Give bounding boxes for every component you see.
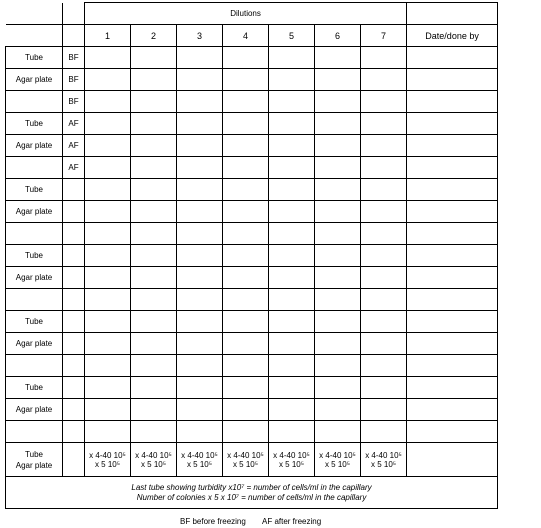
dilution-entry-cell[interactable] <box>269 267 315 289</box>
row-code: BF <box>63 47 85 69</box>
dilution-entry-cell[interactable] <box>269 399 315 421</box>
summary-label <box>6 443 63 477</box>
dilution-entry-cell[interactable] <box>177 223 223 245</box>
dilution-entry-cell[interactable] <box>361 333 407 355</box>
date-done-by-header: Date/done by <box>407 25 498 47</box>
dilution-entry-cell[interactable] <box>315 157 361 179</box>
row-code <box>63 267 85 289</box>
row-code <box>63 355 85 377</box>
dilution-entry-cell[interactable] <box>85 377 131 399</box>
dilution-entry-cell[interactable] <box>85 289 131 311</box>
row-code <box>63 201 85 223</box>
dilution-entry-cell[interactable] <box>315 311 361 333</box>
note-line-turbidity: Last tube showing turbidity x10⁷ = number of cells/ml in the capillary <box>131 482 372 492</box>
dilution-col-4: 4 <box>223 25 269 47</box>
dilution-entry-cell[interactable] <box>315 377 361 399</box>
dilution-entry-cell[interactable] <box>131 355 177 377</box>
dilution-entry-cell[interactable] <box>315 399 361 421</box>
row-label: Agar plate <box>6 399 63 421</box>
dilution-entry-cell[interactable] <box>223 135 269 157</box>
dilution-entry-cell[interactable] <box>177 135 223 157</box>
dilution-entry-cell[interactable] <box>269 201 315 223</box>
dilution-entry-cell[interactable] <box>223 223 269 245</box>
formula-cell <box>223 443 269 477</box>
formula-top: x 4-40 10⁵ <box>273 450 310 460</box>
summary-label-tube: Tube <box>25 449 43 459</box>
row-code <box>63 245 85 267</box>
dilution-entry-cell[interactable] <box>315 91 361 113</box>
formula-cell <box>315 443 361 477</box>
row-code <box>63 223 85 245</box>
dilution-entry-cell[interactable] <box>177 311 223 333</box>
row-code <box>63 421 85 443</box>
dilution-entry-cell[interactable] <box>177 333 223 355</box>
date-done-by-cell[interactable] <box>407 355 498 377</box>
dilution-entry-cell[interactable] <box>361 157 407 179</box>
summary-code <box>63 443 85 477</box>
dilution-entry-cell[interactable] <box>177 201 223 223</box>
row-label <box>6 355 63 377</box>
table-row <box>6 69 498 91</box>
dilution-entry-cell[interactable] <box>315 47 361 69</box>
dilution-entry-cell[interactable] <box>85 135 131 157</box>
dilution-entry-cell[interactable] <box>269 157 315 179</box>
row-code <box>63 377 85 399</box>
date-done-by-cell[interactable] <box>407 91 498 113</box>
dilution-entry-cell[interactable] <box>85 333 131 355</box>
row-label <box>6 289 63 311</box>
formula-bottom: x 5 10⁵ <box>370 459 397 469</box>
dilution-entry-cell[interactable] <box>361 135 407 157</box>
dilution-entry-cell[interactable] <box>269 333 315 355</box>
row-label: Agar plate <box>6 201 63 223</box>
formula-cell <box>269 443 315 477</box>
dilution-entry-cell[interactable] <box>269 113 315 135</box>
table-row <box>6 113 498 135</box>
table-row <box>6 267 498 289</box>
row-code <box>63 289 85 311</box>
dilution-entry-cell[interactable] <box>177 399 223 421</box>
dilution-entry-cell[interactable] <box>269 377 315 399</box>
header-row-columns <box>6 25 498 47</box>
dilution-entry-cell[interactable] <box>315 113 361 135</box>
formula-bottom: x 5 10⁵ <box>94 459 121 469</box>
dilution-entry-cell[interactable] <box>85 311 131 333</box>
table-row <box>6 245 498 267</box>
dilution-entry-cell[interactable] <box>85 69 131 91</box>
dilution-entry-cell[interactable] <box>223 245 269 267</box>
dilution-entry-cell[interactable] <box>361 245 407 267</box>
dilution-entry-cell[interactable] <box>269 421 315 443</box>
dilution-entry-cell[interactable] <box>269 355 315 377</box>
dilution-col-7: 7 <box>361 25 407 47</box>
date-done-by-cell[interactable] <box>407 399 498 421</box>
row-code: AF <box>63 157 85 179</box>
dilution-entry-cell[interactable] <box>223 377 269 399</box>
formula-cell <box>177 443 223 477</box>
row-label: Tube <box>6 377 63 399</box>
table-row <box>6 47 498 69</box>
formula-top: x 4-40 10⁵ <box>135 450 172 460</box>
date-done-by-cell[interactable] <box>407 223 498 245</box>
dilution-entry-cell[interactable] <box>315 223 361 245</box>
dilution-entry-cell[interactable] <box>177 421 223 443</box>
dilution-entry-cell[interactable] <box>177 157 223 179</box>
table-row <box>6 201 498 223</box>
header-row-title <box>6 3 498 25</box>
date-done-by-cell[interactable] <box>407 421 498 443</box>
legend-af: AF after freezing <box>262 517 322 526</box>
dilution-entry-cell[interactable] <box>361 289 407 311</box>
dilution-entry-cell[interactable] <box>223 113 269 135</box>
date-done-by-cell[interactable] <box>407 113 498 135</box>
row-label <box>6 421 63 443</box>
formula-top: x 4-40 10⁵ <box>89 450 126 460</box>
dilution-col-6: 6 <box>315 25 361 47</box>
dilution-entry-cell[interactable] <box>131 377 177 399</box>
dilution-entry-cell[interactable] <box>361 113 407 135</box>
row-label: Agar plate <box>6 135 63 157</box>
dilution-entry-cell[interactable] <box>315 421 361 443</box>
date-done-by-cell[interactable] <box>407 135 498 157</box>
row-code: BF <box>63 91 85 113</box>
formula-bottom: x 5 10⁵ <box>232 459 259 469</box>
row-label: Tube <box>6 47 63 69</box>
dilution-entry-cell[interactable] <box>85 91 131 113</box>
dilution-entry-cell[interactable] <box>131 421 177 443</box>
date-done-by-cell[interactable] <box>407 179 498 201</box>
date-done-by-cell[interactable] <box>407 333 498 355</box>
corner-cell <box>6 3 63 25</box>
summary-date-cell[interactable] <box>407 443 498 477</box>
table-row <box>6 289 498 311</box>
dilution-entry-cell[interactable] <box>131 91 177 113</box>
formula-cell <box>361 443 407 477</box>
formula-cell <box>85 443 131 477</box>
date-done-by-cell[interactable] <box>407 201 498 223</box>
date-done-by-cell[interactable] <box>407 245 498 267</box>
corner-cell <box>6 25 63 47</box>
dilution-entry-cell[interactable] <box>177 91 223 113</box>
dilution-entry-cell[interactable] <box>131 113 177 135</box>
dilution-entry-cell[interactable] <box>269 245 315 267</box>
dilution-entry-cell[interactable] <box>177 377 223 399</box>
row-label: Agar plate <box>6 69 63 91</box>
dilution-entry-cell[interactable] <box>131 47 177 69</box>
table-row <box>6 157 498 179</box>
table-row <box>6 223 498 245</box>
formula-bottom: x 5 10⁵ <box>140 459 167 469</box>
dilution-entry-cell[interactable] <box>223 421 269 443</box>
table-row <box>6 311 498 333</box>
dilution-entry-cell[interactable] <box>131 399 177 421</box>
dilution-col-3: 3 <box>177 25 223 47</box>
dilution-entry-cell[interactable] <box>85 421 131 443</box>
notes-cell <box>6 477 498 509</box>
dilution-entry-cell[interactable] <box>223 47 269 69</box>
row-code: AF <box>63 135 85 157</box>
dilution-entry-cell[interactable] <box>131 157 177 179</box>
dilution-entry-cell[interactable] <box>315 245 361 267</box>
table-row <box>6 421 498 443</box>
dilution-entry-cell[interactable] <box>315 179 361 201</box>
dilution-entry-cell[interactable] <box>131 135 177 157</box>
dilution-entry-cell[interactable] <box>85 47 131 69</box>
dilution-entry-cell[interactable] <box>223 311 269 333</box>
dilution-entry-cell[interactable] <box>361 69 407 91</box>
row-code <box>63 399 85 421</box>
dilution-entry-cell[interactable] <box>361 311 407 333</box>
dilution-entry-cell[interactable] <box>315 355 361 377</box>
dilution-entry-cell[interactable] <box>315 267 361 289</box>
dilution-entry-cell[interactable] <box>223 267 269 289</box>
row-label: Agar plate <box>6 333 63 355</box>
dilution-entry-cell[interactable] <box>315 333 361 355</box>
dilution-entry-cell[interactable] <box>85 267 131 289</box>
table-row <box>6 179 498 201</box>
dilution-entry-cell[interactable] <box>85 223 131 245</box>
table-row <box>6 355 498 377</box>
row-label: Tube <box>6 311 63 333</box>
dilution-entry-cell[interactable] <box>361 267 407 289</box>
dilution-entry-cell[interactable] <box>177 267 223 289</box>
legend-bf: BF before freezing <box>180 517 246 526</box>
dilution-entry-cell[interactable] <box>131 267 177 289</box>
date-done-by-cell[interactable] <box>407 289 498 311</box>
formula-bottom: x 5 10⁵ <box>186 459 213 469</box>
dilution-entry-cell[interactable] <box>85 245 131 267</box>
dilution-record-table <box>5 2 498 509</box>
table-row <box>6 333 498 355</box>
dilution-entry-cell[interactable] <box>85 355 131 377</box>
table-row <box>6 377 498 399</box>
dilution-entry-cell[interactable] <box>223 201 269 223</box>
row-code <box>63 333 85 355</box>
formula-top: x 4-40 10⁵ <box>227 450 264 460</box>
row-code <box>63 179 85 201</box>
date-done-by-cell[interactable] <box>407 157 498 179</box>
date-done-by-cell[interactable] <box>407 47 498 69</box>
dilution-entry-cell[interactable] <box>269 91 315 113</box>
row-label: Tube <box>6 113 63 135</box>
row-label <box>6 91 63 113</box>
dilution-entry-cell[interactable] <box>269 135 315 157</box>
dilution-entry-cell[interactable] <box>131 201 177 223</box>
corner-cell <box>63 3 85 25</box>
notes-row <box>6 477 498 509</box>
dilution-entry-cell[interactable] <box>223 289 269 311</box>
date-header-top <box>407 3 498 25</box>
dilution-entry-cell[interactable] <box>269 69 315 91</box>
dilution-entry-cell[interactable] <box>177 179 223 201</box>
dilution-entry-cell[interactable] <box>269 179 315 201</box>
row-label: Agar plate <box>6 267 63 289</box>
dilution-entry-cell[interactable] <box>361 47 407 69</box>
table-row <box>6 135 498 157</box>
dilution-entry-cell[interactable] <box>223 399 269 421</box>
dilution-entry-cell[interactable] <box>131 289 177 311</box>
row-label: Tube <box>6 179 63 201</box>
row-code <box>63 311 85 333</box>
dilution-entry-cell[interactable] <box>223 179 269 201</box>
dilution-entry-cell[interactable] <box>177 113 223 135</box>
dilution-entry-cell[interactable] <box>223 91 269 113</box>
dilution-entry-cell[interactable] <box>177 69 223 91</box>
dilution-entry-cell[interactable] <box>131 179 177 201</box>
note-line-colonies: Number of colonies x 5 x 10⁷ = number of cells/ml in the capillary <box>136 492 367 502</box>
table-row <box>6 91 498 113</box>
corner-cell <box>63 25 85 47</box>
date-done-by-cell[interactable] <box>407 267 498 289</box>
dilution-entry-cell[interactable] <box>269 47 315 69</box>
dilution-entry-cell[interactable] <box>223 69 269 91</box>
summary-label-agar: Agar plate <box>15 460 53 470</box>
dilution-entry-cell[interactable] <box>269 223 315 245</box>
dilution-entry-cell[interactable] <box>361 201 407 223</box>
dilution-entry-cell[interactable] <box>85 179 131 201</box>
formula-top: x 4-40 10⁵ <box>365 450 402 460</box>
dilution-col-1: 1 <box>85 25 131 47</box>
dilution-entry-cell[interactable] <box>85 399 131 421</box>
dilution-entry-cell[interactable] <box>269 311 315 333</box>
dilution-entry-cell[interactable] <box>177 47 223 69</box>
dilution-entry-cell[interactable] <box>223 355 269 377</box>
row-label <box>6 157 63 179</box>
dilution-entry-cell[interactable] <box>177 245 223 267</box>
formula-top: x 4-40 10⁵ <box>181 450 218 460</box>
dilution-entry-cell[interactable] <box>361 377 407 399</box>
dilution-entry-cell[interactable] <box>361 179 407 201</box>
row-label <box>6 223 63 245</box>
date-done-by-cell[interactable] <box>407 69 498 91</box>
dilution-entry-cell[interactable] <box>223 157 269 179</box>
dilution-entry-cell[interactable] <box>361 399 407 421</box>
dilution-entry-cell[interactable] <box>131 69 177 91</box>
dilution-entry-cell[interactable] <box>223 333 269 355</box>
dilution-entry-cell[interactable] <box>131 223 177 245</box>
formula-bottom: x 5 10⁵ <box>324 459 351 469</box>
dilution-col-2: 2 <box>131 25 177 47</box>
dilution-entry-cell[interactable] <box>85 157 131 179</box>
date-done-by-cell[interactable] <box>407 311 498 333</box>
summary-row <box>6 443 498 477</box>
row-code: BF <box>63 69 85 91</box>
dilution-entry-cell[interactable] <box>131 245 177 267</box>
formula-cell <box>131 443 177 477</box>
date-done-by-cell[interactable] <box>407 377 498 399</box>
dilution-entry-cell[interactable] <box>177 355 223 377</box>
dilution-entry-cell[interactable] <box>361 223 407 245</box>
dilution-entry-cell[interactable] <box>315 201 361 223</box>
dilution-entry-cell[interactable] <box>177 289 223 311</box>
dilution-entry-cell[interactable] <box>361 355 407 377</box>
row-label: Tube <box>6 245 63 267</box>
formula-bottom: x 5 10⁵ <box>278 459 305 469</box>
dilution-entry-cell[interactable] <box>361 91 407 113</box>
dilution-entry-cell[interactable] <box>315 135 361 157</box>
dilution-entry-cell[interactable] <box>361 421 407 443</box>
dilution-entry-cell[interactable] <box>269 289 315 311</box>
dilution-entry-cell[interactable] <box>131 333 177 355</box>
row-code: AF <box>63 113 85 135</box>
formula-top: x 4-40 10⁵ <box>319 450 356 460</box>
dilutions-heading: Dilutions <box>85 3 407 25</box>
table-row <box>6 399 498 421</box>
dilution-entry-cell[interactable] <box>85 201 131 223</box>
dilution-entry-cell[interactable] <box>315 69 361 91</box>
dilution-entry-cell[interactable] <box>131 311 177 333</box>
dilution-col-5: 5 <box>269 25 315 47</box>
dilution-entry-cell[interactable] <box>315 289 361 311</box>
dilution-entry-cell[interactable] <box>85 113 131 135</box>
